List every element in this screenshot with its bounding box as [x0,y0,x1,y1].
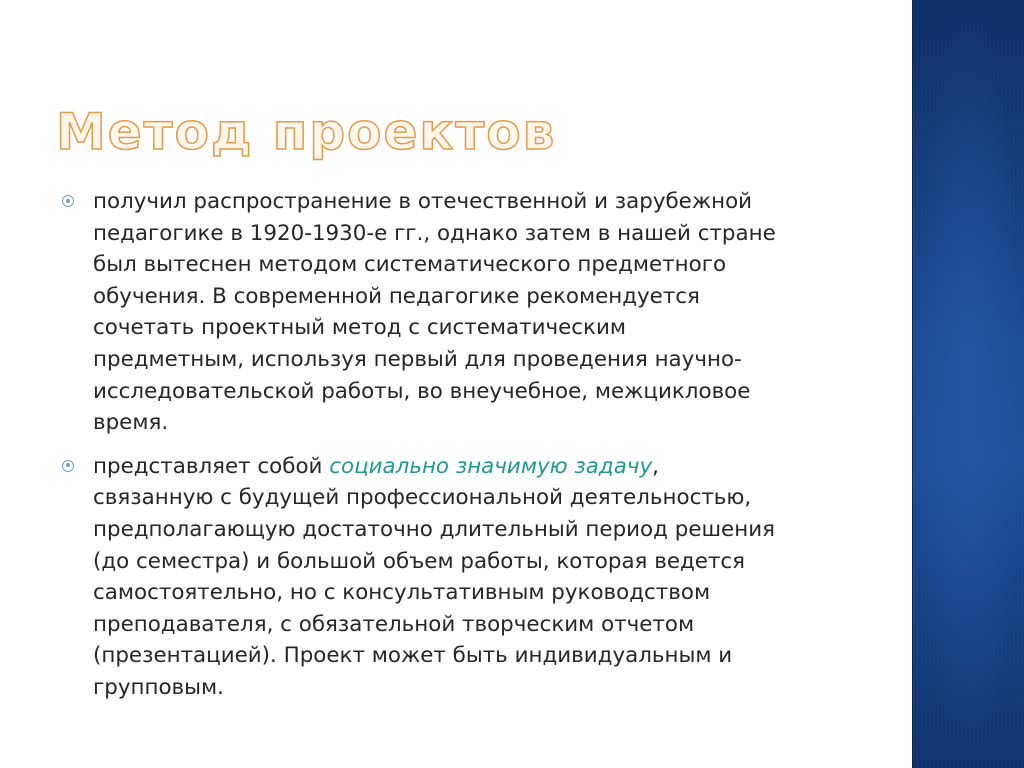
emphasized-phrase: социально значимую задачу [329,453,653,479]
bullet-text-prefix: представляет собой [93,453,330,479]
bullet-text: получил распространение в отечественной и зарубежной педагогике в 1920-1930-е гг., однако затем в нашей стране был вытеснен методом систематического предметного обучения. В современной педагогике рекомендуется сочетать проектный метод с систематическим предметным, используя первый для проведения научно- исследовательской работы, во внеучебное, межцикловое время. [93,189,776,436]
bullet-text-suffix: , связанную с будущей профессиональной деятельностью, предполагающую достаточно длительный период решения (до семестра) и большой объем работы, которая ведется самостоятельно, но с консультативным руководством преподавателя, с обязательной творческим отчетом (презентацией). Проект может быть индивидуальным и групповым. [93,453,775,700]
bullet-item [62,186,862,439]
decorative-side-band [912,0,1024,768]
slide-title: Метод проектов [56,103,557,161]
circle-bullet-icon [62,195,74,207]
circle-bullet-icon [62,460,74,472]
bullet-list [62,186,862,716]
bullet-item [62,451,862,704]
bullet-text [93,451,775,704]
